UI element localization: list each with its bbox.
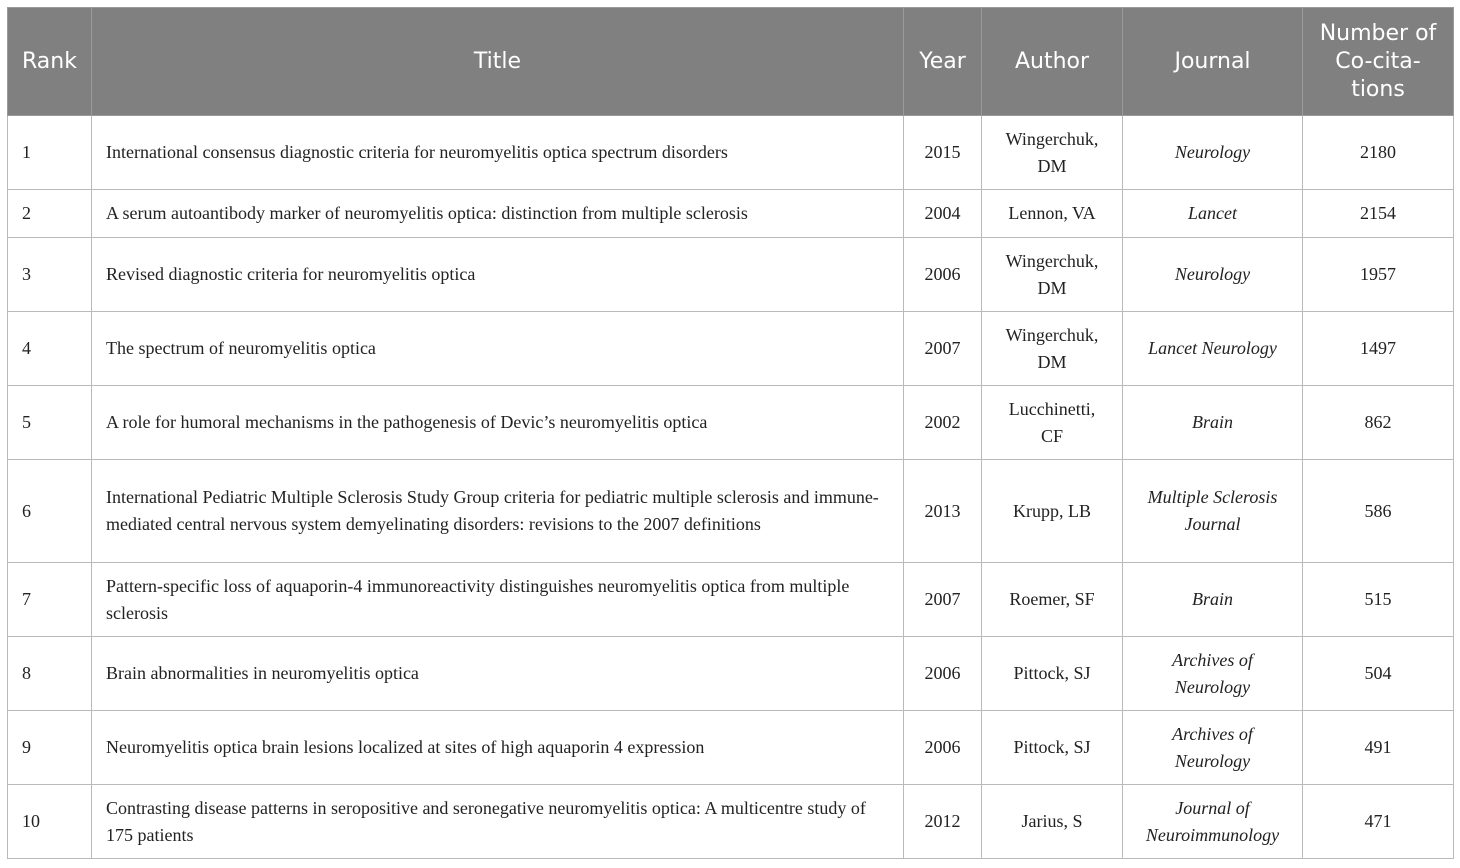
cell-title: A serum autoantibody marker of neuromyelitis optica: distinction from multiple sclerosis [92, 190, 904, 238]
cell-author: Wingerchuk, DM [982, 238, 1123, 312]
cell-journal: Multiple Sclerosis Journal [1123, 460, 1303, 563]
table-row [8, 711, 1454, 785]
cell-author: Lucchinetti, CF [982, 386, 1123, 460]
cell-journal: Archives of Neurology [1123, 637, 1303, 711]
cell-cocitations: 491 [1303, 711, 1454, 785]
header-author: Author [982, 8, 1123, 116]
cell-rank: 3 [8, 238, 92, 312]
cell-cocitations: 504 [1303, 637, 1454, 711]
cell-rank: 4 [8, 312, 92, 386]
cell-title: Brain abnormalities in neuromyelitis optica [92, 637, 904, 711]
cell-cocitations: 2154 [1303, 190, 1454, 238]
cell-rank: 7 [8, 563, 92, 637]
cell-journal: Journal of Neuroimmunology [1123, 785, 1303, 859]
table-row [8, 386, 1454, 460]
cell-journal: Lancet [1123, 190, 1303, 238]
cell-title: A role for humoral mechanisms in the pathogenesis of Devic’s neuromyelitis optica [92, 386, 904, 460]
cell-year: 2002 [904, 386, 982, 460]
header-title: Title [92, 8, 904, 116]
cell-title: Pattern-specific loss of aquaporin-4 immunoreactivity distinguishes neuromyelitis optica from multiple sclerosis [92, 563, 904, 637]
cell-year: 2006 [904, 637, 982, 711]
cell-author: Lennon, VA [982, 190, 1123, 238]
cell-year: 2006 [904, 238, 982, 312]
cell-author: Pittock, SJ [982, 711, 1123, 785]
cell-author: Krupp, LB [982, 460, 1123, 563]
cell-author: Wingerchuk, DM [982, 116, 1123, 190]
cell-cocitations: 471 [1303, 785, 1454, 859]
cell-title: Revised diagnostic criteria for neuromyelitis optica [92, 238, 904, 312]
table-row [8, 785, 1454, 859]
cell-rank: 2 [8, 190, 92, 238]
header-year: Year [904, 8, 982, 116]
cell-rank: 1 [8, 116, 92, 190]
table-header [8, 8, 1454, 116]
cell-year: 2015 [904, 116, 982, 190]
cell-title: Contrasting disease patterns in seropositive and seronegative neuromyelitis optica: A multicentre study of 175 patients [92, 785, 904, 859]
cell-title: International Pediatric Multiple Sclerosis Study Group criteria for pediatric multiple sclerosis and immune-mediated central nervous system demyelinating disorders: revisions to the 2007 definitions [92, 460, 904, 563]
header-cocitations: Number of Co-cita-tions [1303, 8, 1454, 116]
cell-journal: Neurology [1123, 116, 1303, 190]
table-row [8, 238, 1454, 312]
cell-author: Pittock, SJ [982, 637, 1123, 711]
cell-title: International consensus diagnostic criteria for neuromyelitis optica spectrum disorders [92, 116, 904, 190]
cell-rank: 10 [8, 785, 92, 859]
cocitation-table [7, 7, 1454, 859]
table-body [8, 116, 1454, 859]
cell-year: 2012 [904, 785, 982, 859]
cell-journal: Brain [1123, 563, 1303, 637]
cell-year: 2007 [904, 563, 982, 637]
cell-title: The spectrum of neuromyelitis optica [92, 312, 904, 386]
cell-journal: Neurology [1123, 238, 1303, 312]
cell-cocitations: 515 [1303, 563, 1454, 637]
cell-rank: 5 [8, 386, 92, 460]
cell-title: Neuromyelitis optica brain lesions localized at sites of high aquaporin 4 expression [92, 711, 904, 785]
table-row [8, 637, 1454, 711]
cell-rank: 9 [8, 711, 92, 785]
table-row [8, 190, 1454, 238]
table-row [8, 563, 1454, 637]
table-row [8, 460, 1454, 563]
cell-year: 2004 [904, 190, 982, 238]
cell-rank: 6 [8, 460, 92, 563]
cell-journal: Brain [1123, 386, 1303, 460]
header-rank: Rank [8, 8, 92, 116]
cell-journal: Archives of Neurology [1123, 711, 1303, 785]
cell-rank: 8 [8, 637, 92, 711]
cell-author: Jarius, S [982, 785, 1123, 859]
table-row [8, 116, 1454, 190]
cell-year: 2013 [904, 460, 982, 563]
table-row [8, 312, 1454, 386]
cell-cocitations: 1497 [1303, 312, 1454, 386]
cell-cocitations: 862 [1303, 386, 1454, 460]
header-journal: Journal [1123, 8, 1303, 116]
cell-year: 2007 [904, 312, 982, 386]
cell-year: 2006 [904, 711, 982, 785]
cell-author: Roemer, SF [982, 563, 1123, 637]
header-row [8, 8, 1454, 116]
cell-cocitations: 586 [1303, 460, 1454, 563]
cell-journal: Lancet Neurology [1123, 312, 1303, 386]
cell-cocitations: 2180 [1303, 116, 1454, 190]
cell-cocitations: 1957 [1303, 238, 1454, 312]
cell-author: Wingerchuk, DM [982, 312, 1123, 386]
